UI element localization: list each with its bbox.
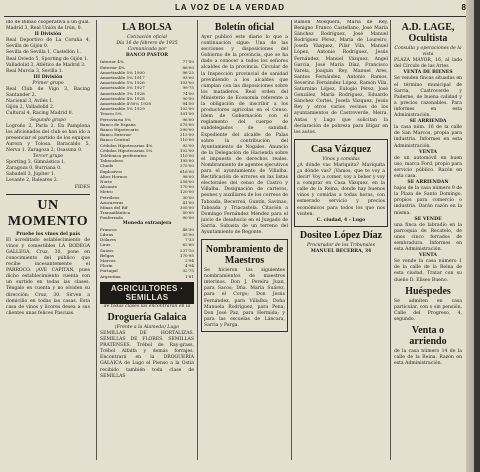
drogueria-title: Droguería Galaica (107, 311, 187, 323)
row-value: 93'00 (182, 74, 194, 80)
column-divider (197, 20, 198, 460)
classified-text: bajos de la casa número 9 de la Plaza de Santo Domingo, propios para comercio o industria. Darán razón en la misma. (394, 186, 462, 216)
casa-vazquez-address: C. ciudad, 4 - Lugo (316, 217, 366, 223)
row-name: Liras (100, 242, 111, 248)
result-line: Sabadell 3, Júpiter 1. (6, 172, 56, 178)
row-value: 90'50 (182, 95, 194, 101)
row-name: Azucareras (100, 199, 124, 205)
row-value: 35'90 (182, 231, 194, 237)
row-name: Petróleos (100, 194, 120, 200)
bolsa-sub2: Día 16 de febrero de 1935 (116, 41, 178, 47)
row-name: Teléfonica preferentes (100, 153, 147, 159)
stock-table (100, 59, 194, 220)
row-name: Interior 4% (100, 59, 124, 65)
row-value: 94'50 (182, 101, 194, 106)
row-name: Altos Hornos (100, 173, 127, 179)
row-value: 2'94 (185, 257, 194, 263)
classified-title: VENTA (419, 253, 437, 259)
seeds-banner: AGRICULTORES · SEMILLAS (100, 282, 194, 304)
row-value: 575'00 (179, 121, 194, 127)
row-name: Amortizable 5% 1927 (100, 85, 145, 91)
row-value: 102'00 (179, 106, 194, 112)
result-line: Valladolid 3, Atlético de Madrid 3. (6, 62, 86, 68)
row-name: Amortizable 3% 1928 (100, 90, 145, 96)
column-classifieds (394, 20, 462, 464)
column-divider (96, 20, 97, 460)
row-value: 120'00 (179, 189, 194, 195)
row-name: Transatlántica (100, 210, 131, 216)
column-divider (390, 20, 391, 460)
bolsa-title: LA BOLSA (122, 22, 172, 33)
division-2-title: II División (34, 32, 62, 38)
row-value: 48'30 (182, 226, 194, 232)
division-3-title: III División (33, 74, 63, 80)
row-name: Ponferrada (100, 215, 124, 221)
row-value: 7'33 (185, 237, 194, 243)
row-name: Metro (100, 189, 113, 195)
row-value: 50'00 (182, 210, 194, 216)
row-name: Alicante (100, 184, 118, 190)
top-rule (4, 16, 466, 17)
classified-text: la casa núm. 16 de la calle de San Marcos, propia para industria. Informes en esta Administración. (394, 125, 462, 149)
row-value: 110'00 (179, 153, 194, 159)
row-name: Amortizable 5% 1900 (100, 69, 145, 75)
result-line: Real Deportivo de La Coruña 4, Sevilla de Gijón 0. (6, 38, 90, 50)
row-value: 110'00 (179, 137, 194, 143)
row-name: Banco Central (100, 137, 130, 143)
row-name: Ferroviaria 5% (100, 116, 131, 122)
row-value: 101'00 (179, 111, 194, 117)
bolsa-sub3: Comunicada por (127, 47, 167, 53)
result-line: Sevilla de Sevilla 1, Castellón 1. (6, 50, 81, 56)
casa-vazquez-title: Casa Vázquez (310, 143, 372, 155)
maestros-title: Nombramiento de Maestros (205, 244, 284, 267)
result-line: Gijón 2, Valladolid 2. (6, 105, 55, 111)
row-name: Explosivos (100, 168, 122, 174)
page-number: 8 (461, 3, 466, 12)
casa-vazquez-ad (294, 139, 388, 227)
row-value: 86'00 (182, 64, 194, 70)
row-name: Amortizable 4% 1928 (100, 95, 145, 101)
author-sign: FIDES (74, 184, 90, 190)
row-name: Belgas (100, 252, 114, 258)
dositeo-sub: Procurador de los Tribunales (307, 242, 375, 248)
row-name: Florín (100, 263, 113, 269)
row-value: 99'75 (182, 85, 194, 91)
row-value: 237'10 (179, 247, 194, 253)
bolsa-sub4: BANCO PASTOR (125, 53, 169, 59)
row-name: Libras (100, 231, 114, 237)
ad-body: El acreditado establecimiento de vinos y comestibles LA BODEGA GALLEGA, Cruz, 30, pone en conocimiento del público que recibe incesantemente el PÁRROCO. ¡AVE CAPITAN, pues dicho establecimiento cuenta con un surtido en todas las clases. Téngalo en cuenta y no olviden su dirección: Cruz, 30. Sirven a domicilio en todas las casas. Esta casa de vinos y licores desea a sus clientes unas felices Pascuas. (6, 237, 90, 316)
row-value: 102'00 (179, 147, 194, 153)
third-group-title: Tercer grupo (32, 154, 64, 160)
row-name: Amortizable 5% 1917 (100, 74, 145, 80)
ad-title-un-momento: UN MOMENTO (7, 197, 89, 229)
result-line: Sporting 3, Gimnástica 1. (6, 160, 66, 166)
column-divider (291, 20, 292, 460)
scan-dark-edge (474, 0, 480, 472)
row-value: 290'00 (179, 127, 194, 133)
drogueria-body: SEMILLAS DE HORTALIZAS. SEMILLAS DE FLORES. SEMILLAS PRATENSES. Trébol de Ray-grass, Trébol Alfalfa y demás forrajes. Encontrará en la DROGUERÍA GALAICA de Lugo el Pienso a la Ostia recibido también toda clase de SEMILLAS (100, 330, 194, 379)
row-name: Francos (100, 226, 117, 232)
currency-table (100, 227, 194, 279)
lage-sub: Consulta y operaciones de la vista (394, 46, 462, 58)
row-value: 103'00 (179, 80, 194, 86)
classified-title: VENTA DE BIENES (403, 70, 453, 76)
result-line: Real Oviedo 5, Sporting de Gijón 1. (6, 56, 89, 62)
row-value: 195'00 (179, 158, 194, 164)
classified-text: Se vende la casa número 1 de la calle de la Reina de esta ciudad. Tratar con su dueño D. Eliseo Bueno. (394, 259, 462, 283)
row-name: Marcos (100, 257, 116, 263)
classified-title: SE ARRIENDAN (407, 180, 449, 186)
column-sports (6, 20, 90, 464)
classified-text: una finca de labradío en la parroquia de Recatelo, de unos cinco ferrados de sembradura. Informes en esta Administración. (394, 222, 462, 253)
casa-vazquez-body: ¿A dónde vas Mariquita? Mariquita ¿a dónde vas? ¡Vamos, que te voy a decir! Voy a comer, voy a beber y voy a comprar en Casa Vázquez, en la calle de la Reina, donde hay buenos vinos y comidas a todas horas, con esmerado servicio y precios económicos para todos los que nos visiten. (297, 162, 385, 217)
dositeo-address: MANUEL BECERRA, 34 (310, 248, 372, 254)
row-name: Cédulas Hipotecarias 5% (100, 147, 153, 153)
row-value: 215'00 (179, 132, 194, 138)
venta-arriendo-title: Venta o arriendo (409, 325, 447, 348)
row-value: 96'00 (182, 116, 194, 122)
classified-title: SE ARRIENDA (409, 119, 447, 125)
row-value: 30'00 (182, 194, 194, 200)
huespedes-title: Huéspedes (405, 285, 451, 297)
classified-title: VENTA (419, 149, 437, 155)
row-value: 98'00 (182, 173, 194, 179)
row-value: 77'50 (182, 59, 194, 65)
column-boletin (201, 20, 288, 464)
row-value: 74'00 (182, 90, 194, 96)
row-name: Banco Hipotecario (100, 127, 139, 133)
row-value: 305'00 (179, 205, 194, 211)
lage-title: A.D. LAGE, Ocultista (401, 22, 455, 44)
row-name: Amortizable 5% 1929 (100, 106, 145, 112)
table-row (100, 274, 194, 279)
result-line: Levante 2, Baleares 2. (6, 178, 59, 184)
row-value: 616'00 (179, 168, 194, 174)
classified-text: Se admiten en casa particular, con o sin pensión. Calle del Progreso, 4, segundo. (394, 298, 462, 322)
casa-vazquez-sub: Vinos y comidas (322, 156, 360, 162)
running-head (0, 3, 480, 15)
result-line: Zaragoza 0, Burriana 0. (6, 166, 62, 172)
seeds-text: de todas clases las encontrarán en la (103, 303, 191, 309)
column-names (294, 20, 388, 464)
row-value: 170'95 (179, 252, 194, 258)
result-line: Cultural 4, Racing Madrid 0. (6, 111, 73, 117)
row-name: Portugal (100, 268, 118, 274)
classified-text: de un automóvil en buen uso, marca Ford, propio para servicio público. Razón en esta casa. (394, 155, 462, 179)
row-name: Cédulas Hipotecarias 4% (100, 142, 153, 148)
row-name: Argentina (100, 273, 121, 279)
classified-text: Se venden fincas situadas en el término municipal de Sarria, Castroverde y Paderne, de buena calidad y a precios razonables. Para informes en esta Administración. (394, 76, 462, 119)
row-name: Dólares (100, 237, 116, 243)
row-value: 4'94 (185, 263, 194, 269)
result-line: Real Murcia 3, Sevilla 1. (6, 68, 64, 74)
dositeo-title: Dositeo López Díaz (299, 229, 383, 241)
boletin-title: Boletín oficial (214, 22, 275, 33)
row-value: 92'00 (182, 142, 194, 148)
sports-intro: ido de Bilbao cooperativa a un gual. Madrid 3, Real Unión de Irún, 0. (6, 20, 90, 32)
column-bolsa (100, 20, 194, 464)
maestros-body: Se hicieron los siguientes nombramientos de maestros interinos. Don J. Pereira Juan, para Sacos; Dña. María Suárez, para el Corgo; Don Jesús Fernández, para Villalba; Doña Manuela Rodríguez, para Pena; Don José Paz, para Hermida; y para las escuelas de Láncara, Sarria y Parga. (204, 268, 285, 328)
row-value: 170'00 (179, 184, 194, 190)
row-value: 258'00 (179, 179, 194, 185)
row-value: 375'00 (179, 163, 194, 169)
bolsa-sub1: Cotización oficial (126, 35, 168, 40)
row-value: 62'60 (182, 242, 194, 248)
row-value: 41'00 (182, 199, 194, 205)
drogueria-address: (Frente a la Alameda) Lugo (115, 324, 179, 330)
result-line: Nacional 3, Avilés 1. (6, 99, 54, 105)
lage-text: PLAZA MAYOR, 16, al lado del Círculo de las Artes (394, 58, 462, 70)
row-name: Amortizable 4'50% 1928 (100, 101, 152, 106)
row-value: 90'00 (182, 215, 194, 221)
row-value: 32'75 (182, 268, 194, 274)
second-group-title: Segundo grupo (30, 117, 66, 123)
classified-title: SE VENDE (414, 216, 442, 222)
second-group-text: Logroño 2, Parla 2. En Pamplona los aficionados del club se han ido a presenciar el partido de los equipos Aurora y Tolosa. Baracaldo 5, Nerva 1. Zaragoza 2, Osasuna 0. (6, 123, 90, 153)
row-name: Banco de España (100, 121, 136, 127)
first-group-title: Primer grupo (32, 80, 64, 86)
ad-subtitle: Pruebe los vinos del país (16, 231, 80, 237)
newspaper-title: LA VOZ DE LA VERDAD (175, 3, 285, 12)
classified-text: de la casa número 14 de la calle de la Reina. Razón en esta Administración. (394, 349, 462, 367)
row-name: Amortizable 5% 1926 (100, 80, 145, 86)
row-name: Minas del Rif (100, 205, 128, 211)
row-name: Chade (100, 163, 114, 169)
boletin-body: Ayer publicó este diario lo que a continuación sigue: Una de las secciones y disposiciones del Gobierno de la provincia, que se ha dado a conocer a todos los señores alcaldes de la provincia. Circular de la Inspección provincial de sanidad previniendo a los alcaldes que cumplan con las disposiciones sobre los mataderos. Real orden del Ministerio de Economía referente a la obligación de inscribir a los productores agrícolas en el Censo. Idem de Gobernación con el reglamento del cuerpo de subdelegados de sanidad. Expediente del alcalde de Palas sobre la contribución del Ayuntamiento de Nogales. Anuncio de la Delegación de Hacienda sobre el impuesto de derechos reales. Nombramiento de agentes ejecutivos para el ayuntamiento de Villalba. Rectificación de errores en las listas electorales del censo de Castro y Villalba. Designación de carteros, peones y auxiliares de los correos de Taboada, Becerreá, Guntín, Savinao, Taboada y Triacastela. Citación a Domingo Fernández Méndez para el juicio de desahucio en el Juzgado de Sarria. Subasta de un terreno del Ayuntamiento de Begonte. (201, 35, 288, 235)
row-name: Tabacalera (100, 158, 123, 164)
row-name: Suizos (100, 247, 114, 253)
row-name: Banco Exterior (100, 132, 132, 138)
names-body: Ramón Mosquera, María de Rey, Benigno Franco Castellano, José María Sánchez Rodríguez, José Manuel Rodríguez Pérez, María de Loureiro, Josefa Vázquez, Pilar Vila, Manuel López, Antonio Rodríguez, Jesús Fernández, Manuel Vázquez, Angel García, José María Díaz, Francisco Varela, Joaquín Rey, Manuel Ares, Santos Fernández, Antonio Ramos, Severino Fernández López, Ramón Vila, Saturnino López, Eulogio Pérez, José González, María Rodríguez, Eduardo Sánchez Cortes, Josefa Vázquez, Jesús Rey y otros varios vecinos de los ayuntamientos de Castroverde, Meira, Antas y Lugo que solicitan la declaración de pobreza para litigar en los autos. (294, 20, 388, 135)
result-line: Real Club de Vigo 3, Racing Santander 2. (6, 87, 90, 99)
currency-title: Moneda extranjera (122, 220, 172, 226)
maestros-box (201, 239, 288, 332)
row-name: Norte (100, 179, 113, 185)
row-value: 1'81 (185, 273, 194, 279)
row-name: Tesoro 5% (100, 111, 122, 117)
row-value: 96'25 (182, 69, 194, 75)
row-name: Exterior 4% (100, 64, 125, 70)
